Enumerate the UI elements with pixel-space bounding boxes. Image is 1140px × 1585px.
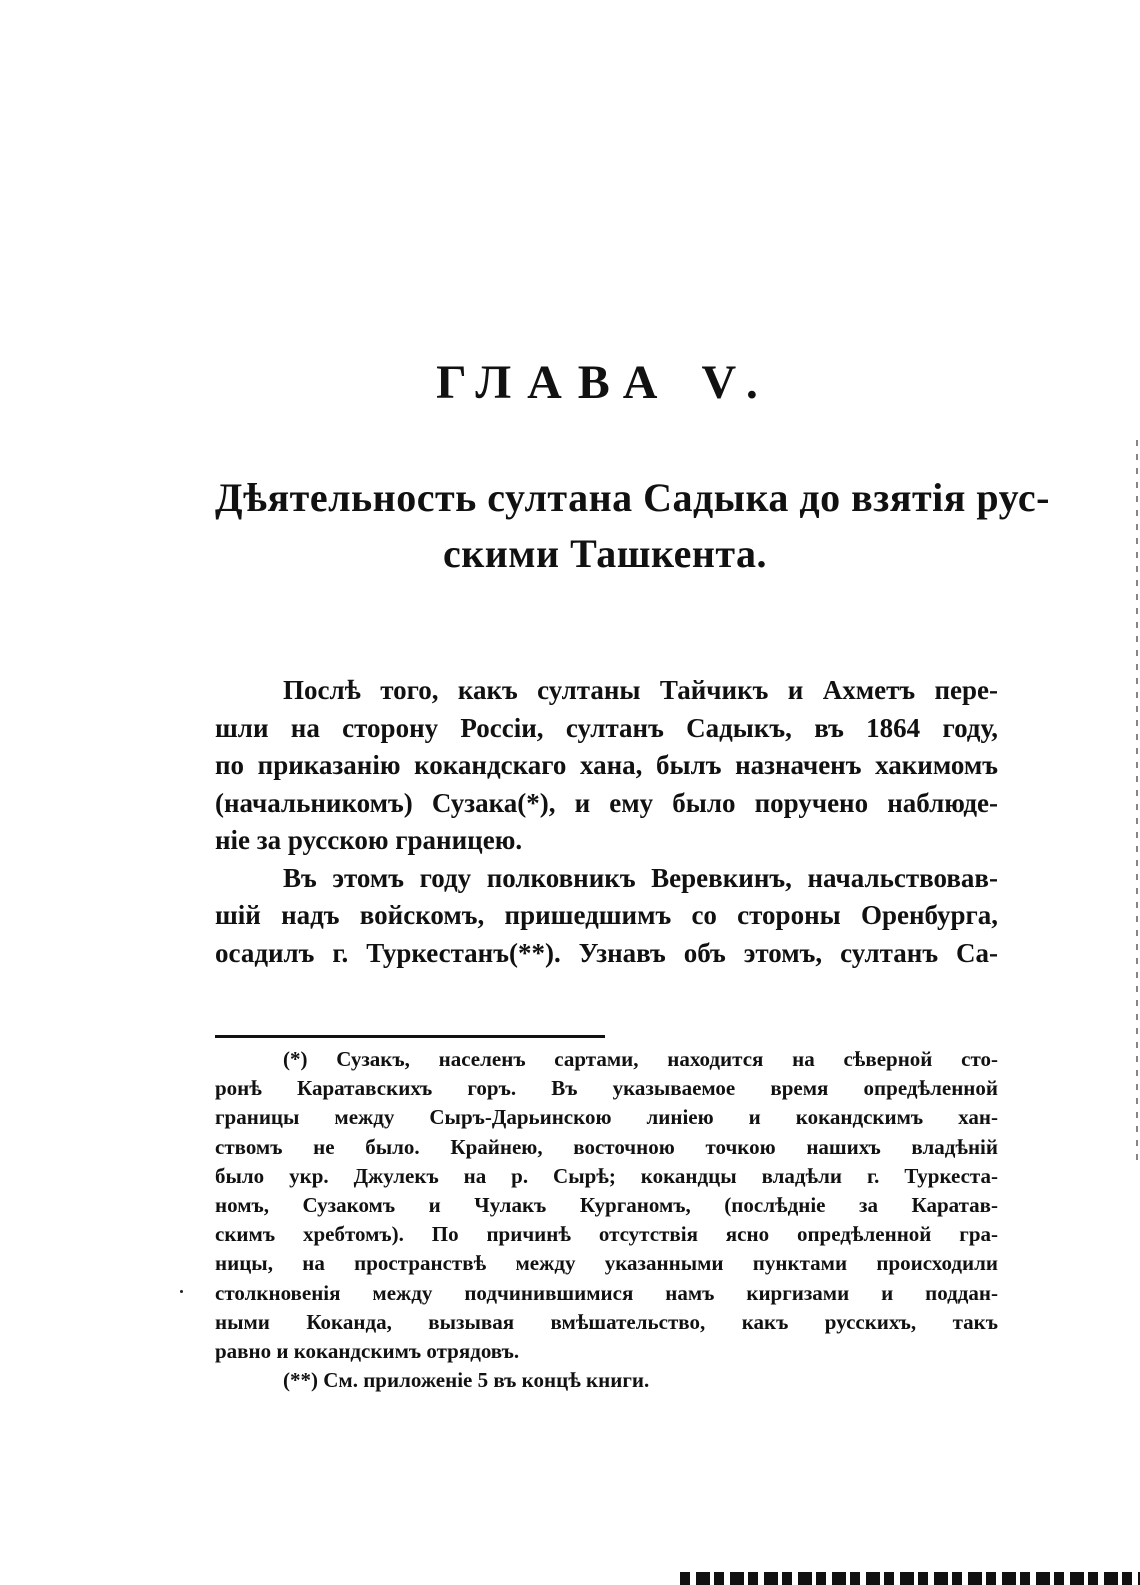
chapter-title	[215, 470, 1050, 582]
text-line: шій надъ войскомъ, пришедшимъ со стороны Оренбурга,	[215, 900, 998, 930]
text-line: ніе за русскою границею.	[215, 825, 523, 855]
footnote-line: границы между Сыръ-Дарьинскою линіею и кокандскимъ хан-	[215, 1105, 998, 1130]
chapter-title-line: скими Ташкента.	[442, 531, 768, 576]
footnote-line: (**) См. приложеніе 5 въ концѣ книги.	[283, 1368, 650, 1393]
footnote-separator	[215, 1035, 605, 1038]
scan-speck	[180, 1290, 183, 1293]
text-line: по приказанію кокандскаго хана, былъ назначенъ хакимомъ	[215, 750, 998, 780]
footnote-line: ствомъ не было. Крайнею, восточною точкою нашихъ владѣній	[215, 1134, 998, 1159]
text-line: шли на сторону Россіи, султанъ Садыкъ, въ 1864 году,	[215, 712, 998, 743]
footnote-line: скимъ хребтомъ). По причинѣ отсутствія ясно опредѣленной гра-	[215, 1222, 998, 1247]
chapter-heading: ГЛАВА V.	[436, 356, 774, 409]
text-line: Послѣ того, какъ султаны Тайчикъ и Ахметъ пере-	[283, 675, 998, 705]
footnote-line: номъ, Сузакомъ и Чулакъ Курганомъ, (послѣдніе за Каратав-	[215, 1193, 998, 1218]
footnote-line: (*) Сузакъ, населенъ сартами, находится на сѣверной сто-	[283, 1047, 998, 1071]
chapter-title-line: Дѣятельность султана Садыка до взятія рус-	[215, 475, 1050, 520]
footnote-line: равно и кокандскимъ отрядовъ.	[215, 1339, 520, 1364]
footnote-line: было укр. Джулекъ на р. Сырѣ; кокандцы владѣли г. Туркеста-	[215, 1163, 998, 1188]
main-text	[215, 672, 998, 972]
footnotes	[215, 1045, 998, 1395]
text-line: Въ этомъ году полковникъ Веревкинъ, начальствовав-	[283, 862, 998, 893]
footnote-line: ными Коканда, вызывая вмѣшательство, какъ русскихъ, такъ	[215, 1309, 998, 1334]
scan-edge-artifact	[1136, 440, 1138, 1160]
footnote-line: столкновенія между подчинившимися намъ киргизами и поддан-	[215, 1280, 998, 1305]
text-line: осадилъ г. Туркестанъ(**). Узнавъ объ этомъ, султанъ Са-	[215, 937, 998, 968]
footnote-line: ницы, на пространствѣ между указанными пунктами происходили	[215, 1251, 998, 1276]
text-line: (начальникомъ) Сузака(*), и ему было поручено наблюде-	[215, 787, 998, 818]
footnote-line: ронѣ Каратавскихъ горъ. Въ указываемое время опредѣленной	[215, 1076, 998, 1101]
scan-bottom-artifact	[680, 1572, 1140, 1585]
